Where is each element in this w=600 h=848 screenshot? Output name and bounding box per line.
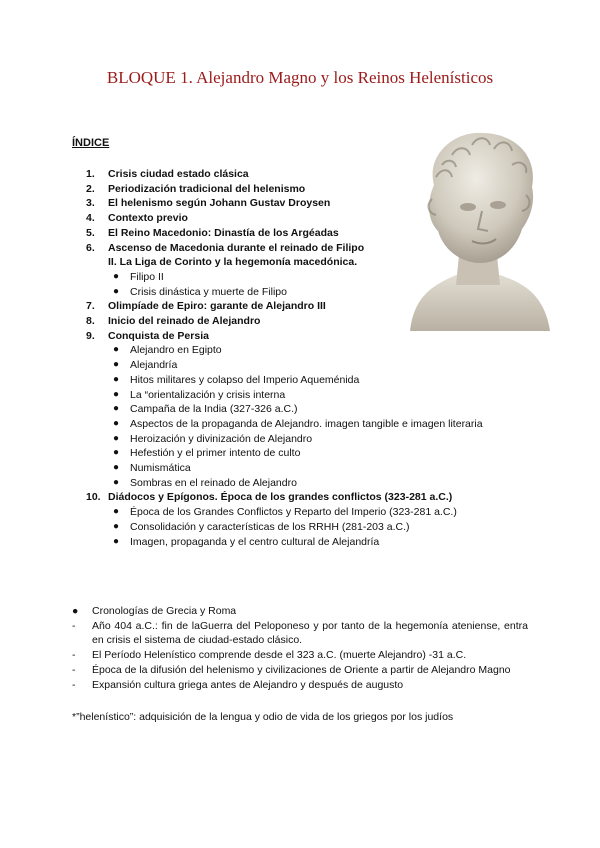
toc-item (86, 299, 506, 314)
toc-subitem (108, 535, 506, 550)
toc-subitem (108, 520, 506, 535)
toc-number: 1. (86, 168, 95, 180)
bullet-icon: ● (113, 270, 120, 282)
note-item (72, 604, 528, 619)
toc-subitem-label: La “orientalización y crisis interna (130, 388, 286, 401)
toc-subitem-label: Consolidación y características de los RRHH (281-203 a.C.) (130, 520, 410, 533)
toc-subitem (108, 402, 506, 417)
toc-item (86, 196, 506, 211)
toc-number: 6. (86, 241, 95, 254)
toc-subitem (108, 476, 506, 491)
bullet-icon: ● (113, 535, 120, 547)
toc-number: 9. (86, 329, 95, 342)
toc-number: 4. (86, 212, 95, 225)
bullet-icon: ● (113, 373, 120, 385)
toc-number: 8. (86, 315, 95, 328)
toc-item (86, 167, 506, 182)
toc-subitem-label: Crisis dinástica y muerte de Filipo (130, 285, 287, 298)
toc-item (86, 255, 506, 299)
toc-label: Inicio del reinado de Alejandro (108, 315, 261, 328)
toc-number: 3. (86, 197, 95, 210)
toc-subitem-label: Hitos militares y colapso del Imperio Aqueménida (130, 373, 360, 386)
index-heading: ÍNDICE (72, 137, 110, 149)
toc-subitem (108, 373, 506, 388)
bullet-icon: ● (113, 344, 120, 356)
note-text: Época de la difusión del helenismo y civilizaciones de Oriente a partir de Alejandro Magno (92, 663, 511, 676)
toc-subitem-label: Numismática (130, 462, 191, 475)
toc-subitem (108, 270, 506, 285)
bullet-icon: ● (113, 417, 120, 429)
toc-label: El Reino Macedonio: Dinastía de los Argéadas (108, 226, 339, 239)
toc-item (86, 211, 506, 226)
toc-subitem-label: Aspectos de la propaganda de Alejandro. imagen tangible e imagen literaria (130, 417, 483, 430)
toc-label: II. La Liga de Corinto y la hegemonía macedónica. (108, 256, 358, 269)
bullet-icon: ● (113, 388, 120, 400)
notes-list (72, 604, 528, 692)
footnote: *”helenístico”: adquisición de la lengua y odio de vida de los griegos por los judíos (72, 711, 454, 723)
bullet-icon: ● (113, 462, 120, 474)
bullet-icon: ● (113, 447, 120, 459)
note-item (72, 619, 528, 648)
toc-subitem (108, 388, 506, 403)
toc-subitem-label: Época de los Grandes Conflictos y Reparto del Imperio (323-281 a.C.) (130, 506, 457, 519)
note-text: Expansión cultura griega antes de Alejandro y después de augusto (92, 678, 404, 691)
toc-label: Conquista de Persia (108, 329, 209, 342)
toc-subitem (108, 432, 506, 447)
bullet-icon: ● (113, 432, 120, 444)
toc-label: El helenismo según Johann Gustav Droysen (108, 197, 331, 210)
toc-subitem-label: Alejandro en Egipto (130, 344, 222, 357)
bullet-icon: ● (113, 403, 120, 415)
note-item (72, 663, 528, 678)
note-text: Cronologías de Grecia y Roma (92, 605, 237, 617)
toc-number: 7. (86, 300, 95, 313)
toc-number: 10. (86, 491, 101, 504)
note-marker: ● (72, 605, 79, 617)
bullet-icon: ● (113, 520, 120, 532)
toc-subitem-label: Sombras en el reinado de Alejandro (130, 476, 297, 489)
toc-label: Contexto previo (108, 212, 188, 225)
note-text: Año 404 a.C.: fin de laGuerra del Peloponeso y por tanto de la hegemonía ateniense, entra en crisis el sistema de ciudad-estado clásico. (92, 619, 528, 647)
toc-subitem (108, 461, 506, 476)
toc-item (86, 241, 506, 256)
toc-sublist (108, 343, 506, 490)
toc-subitem-label: Alejandría (130, 359, 178, 372)
bullet-icon: ● (113, 476, 120, 488)
toc-item (86, 226, 506, 241)
toc-subitem (108, 358, 506, 373)
toc-label: Crisis ciudad estado clásica (108, 168, 249, 180)
table-of-contents (86, 167, 506, 549)
bullet-icon: ● (113, 285, 120, 297)
toc-subitem (108, 446, 506, 461)
bullet-icon: ● (113, 359, 120, 371)
toc-subitem-label: Filipo II (130, 270, 164, 283)
toc-number: 2. (86, 182, 95, 195)
toc-item (86, 329, 506, 491)
note-item (72, 648, 528, 663)
bullet-icon: ● (113, 506, 120, 518)
toc-item (86, 182, 506, 197)
note-item (72, 678, 528, 693)
toc-subitem-label: Hefestión y el primer intento de culto (130, 447, 301, 460)
toc-subitem (108, 417, 506, 432)
note-marker: - (72, 649, 76, 662)
note-marker: - (72, 678, 76, 691)
note-marker: - (72, 619, 76, 632)
toc-sublist (108, 270, 506, 299)
toc-number: 5. (86, 226, 95, 239)
toc-subitem (108, 343, 506, 358)
toc-subitem-label: Heroización y divinización de Alejandro (130, 432, 313, 445)
toc-subitem (108, 285, 506, 300)
note-marker: - (72, 663, 76, 676)
toc-subitem-label: Imagen, propaganda y el centro cultural de Alejandría (130, 535, 380, 548)
toc-label: Olimpíade de Epiro: garante de Alejandro III (108, 300, 326, 313)
toc-label: Diádocos y Epígonos. Época de los grandes conflictos (323-281 a.C.) (108, 491, 453, 504)
toc-sublist (108, 505, 506, 549)
toc-label: Periodización tradicional del helenismo (108, 182, 306, 195)
note-text: El Período Helenístico comprende desde el 323 a.C. (muerte Alejandro) -31 a.C. (92, 649, 467, 662)
toc-label: Ascenso de Macedonia durante el reinado de Filipo (108, 241, 365, 254)
toc-item (86, 314, 506, 329)
document-title: BLOQUE 1. Alejandro Magno y los Reinos Helenísticos (106, 68, 494, 87)
toc-subitem-label: Campaña de la India (327-326 a.C.) (130, 403, 298, 416)
toc-subitem (108, 505, 506, 520)
toc-item (86, 490, 506, 549)
